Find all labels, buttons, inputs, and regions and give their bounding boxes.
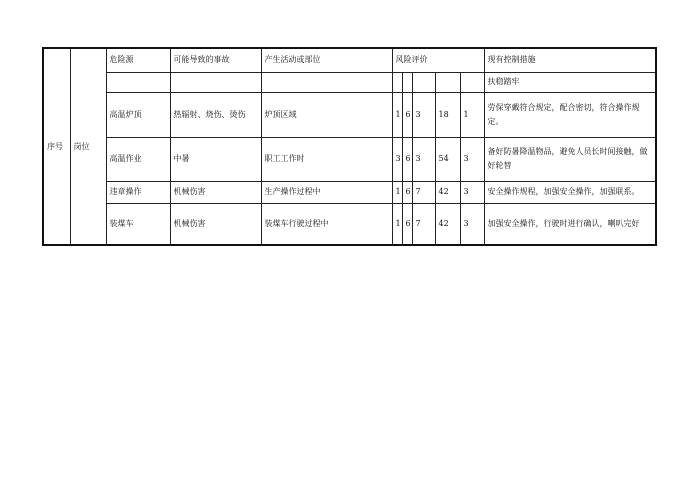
cell-e (402, 72, 412, 92)
cell-e: 6 (402, 203, 412, 245)
header-row (43, 48, 656, 72)
header-activity: 产生活动或部位 (261, 48, 392, 72)
risk-assessment-table (42, 47, 657, 246)
cell-c: 7 (412, 203, 435, 245)
cell-level: 3 (460, 137, 484, 181)
table-row (43, 181, 656, 203)
cell-hazard: 违章操作 (106, 181, 170, 203)
cell-activity: 装煤车行驶过程中 (261, 203, 392, 245)
cell-level: 3 (460, 203, 484, 245)
cell-d (435, 72, 460, 92)
cell-e: 6 (402, 92, 412, 137)
cell-measure: 加强安全操作，行驶时进行确认，喇叭完好 (484, 203, 656, 245)
header-accident: 可能导致的事故 (170, 48, 261, 72)
cell-l (392, 72, 402, 92)
cell-level: 1 (460, 92, 484, 137)
cell-accident: 机械伤害 (170, 203, 261, 245)
cell-accident: 中暑 (170, 137, 261, 181)
cell-measure: 劳保穿戴符合规定，配合密切，符合操作规定。 (484, 92, 656, 137)
cell-d: 42 (435, 181, 460, 203)
header-risk: 风险评价 (392, 48, 484, 72)
cell-hazard: 高温作业 (106, 137, 170, 181)
cell-activity: 职工工作时 (261, 137, 392, 181)
table-row (43, 203, 656, 245)
cell-hazard: 高温炉顶 (106, 92, 170, 137)
header-measures: 现有控制措施 (484, 48, 656, 72)
cell-level (460, 72, 484, 92)
header-hazard: 危险源 (106, 48, 170, 72)
cell-d: 18 (435, 92, 460, 137)
cell-l: 3 (392, 137, 402, 181)
cell-accident (170, 72, 261, 92)
cell-e: 6 (402, 137, 412, 181)
cell-activity: 生产操作过程中 (261, 181, 392, 203)
table-row (43, 72, 656, 92)
header-seq: 序号 (43, 48, 70, 245)
cell-l: 1 (392, 181, 402, 203)
cell-accident: 机械伤害 (170, 181, 261, 203)
cell-hazard (106, 72, 170, 92)
table-row (43, 137, 656, 181)
cell-d: 42 (435, 203, 460, 245)
header-post: 岗位 (70, 48, 106, 245)
cell-c (412, 72, 435, 92)
cell-level: 3 (460, 181, 484, 203)
cell-accident: 热辐射、烧伤、烫伤 (170, 92, 261, 137)
cell-c: 7 (412, 181, 435, 203)
cell-l: 1 (392, 92, 402, 137)
cell-d: 54 (435, 137, 460, 181)
cell-activity (261, 72, 392, 92)
cell-e: 6 (402, 181, 412, 203)
table-row (43, 92, 656, 137)
cell-measure: 安全操作规程，加强安全操作，加强联系。 (484, 181, 656, 203)
cell-measure: 扶稳踏牢 (484, 72, 656, 92)
cell-l: 1 (392, 203, 402, 245)
cell-measure: 备好防暑降温物品，避免人员长时间接触，做好轮替 (484, 137, 656, 181)
cell-c: 3 (412, 92, 435, 137)
cell-hazard: 装煤车 (106, 203, 170, 245)
cell-c: 3 (412, 137, 435, 181)
cell-activity: 炉顶区域 (261, 92, 392, 137)
